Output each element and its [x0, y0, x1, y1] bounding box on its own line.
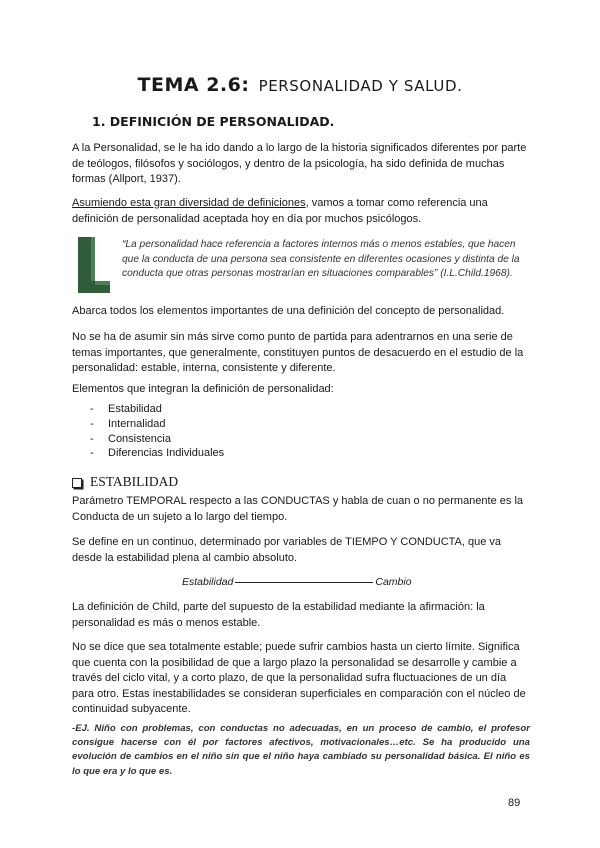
list-item: - Estabilidad [90, 403, 162, 415]
paragraph-starting-point: No se ha de asumir sin más sirve como punto de partida para adentrarnos en una serie de temas importantes, que generalmente, constituyen puntos de desacuerdo en el estudio de la personalidad: estable, interna, consistente y diferente. [72, 331, 524, 374]
paragraph-changes: No se dice que sea totalmente estable; puede sufrir cambios hasta un cierto límite. Significa que cuenta con la posibilidad de que a largo plazo la personalidad se desarrolle y cambie a través del ciclo vital, y a corto plazo, de que la personalidad sufra fluctuaciones de un día para otro. Estas inestabilidades se consideran superficiales en comparación con el núcleo de continuidad subyacente. [72, 641, 526, 715]
section-estabilidad-title: ESTABILIDAD [90, 474, 179, 489]
page-number: 89 [508, 797, 521, 809]
paragraph-continuum: Se define en un continuo, determinado por variables de TIEMPO Y CONDUCTA, que va desde la estabilidad plena al cambio absoluto. [72, 536, 502, 564]
paragraph-elements-intro: Elementos que integran la definición de personalidad: [72, 383, 334, 395]
page-title [0, 74, 600, 96]
scale-right-label: Cambio [375, 576, 412, 588]
list-item: - Diferencias Individuales [90, 447, 225, 460]
paragraph-child: La definición de Child, parte del supuesto de la estabilidad mediante la afirmación: la personalidad es más o menos estable. [72, 601, 485, 629]
child-quote: “La personalidad hace referencia a factores internos más o menos estables, que hacen que la conducta de una persona sea consistente en diferentes ocasiones y distinta de la conducta que otras personas mostrarían en situaciones comparables” (I.L.Child.1968). [122, 239, 520, 280]
title-text: PERSONALIDAD Y SALUD. [258, 77, 463, 95]
paragraph-definitions [72, 196, 530, 227]
paragraph-temporal: Parámetro TEMPORAL respecto a las CONDUCTAS y habla de cuan o no permanente es la Conducta de un sujeto a lo largo del tiempo. [72, 495, 524, 523]
elements-list [90, 402, 224, 461]
example-note: -EJ. Niño con problemas, con conductas no adecuadas, en un proceso de cambio, el profesor consigue hacerse con él por factores afectivos, motivacionales…etc. Se ha producido una evolución de cambios en el niño sin que el niño haya cambiado su personalidad básica. El niño es lo que era y lo que es. [72, 723, 530, 777]
stability-scale [182, 576, 412, 588]
paragraph-intro: A la Personalidad, se le ha ido dando a lo largo de la historia significados diferentes por parte de teólogos, filósofos y sociólogos, y dentro de la psicología, ha sido definida de muchas formas (Allport, 1937). [72, 142, 527, 185]
underlined-phrase: Asumiendo esta gran diversidad de definiciones [72, 197, 306, 209]
list-item: - Internalidad [90, 417, 166, 430]
title-number: TEMA 2.6: [137, 74, 250, 96]
checkbox-bullet-icon [72, 478, 82, 488]
scale-left-label: Estabilidad [182, 576, 234, 588]
scale-line [235, 582, 373, 583]
quote-l-icon [74, 235, 114, 295]
section-heading: 1. DEFINICIÓN DE PERSONALIDAD. [92, 114, 335, 129]
paragraph-scope: Abarca todos los elementos importantes de una definición del concepto de personalidad. [72, 305, 505, 317]
section-estabilidad [72, 474, 178, 490]
paragraph-definitions-rest: , vamos a tomar como referencia una definición de personalidad aceptada hoy en día por muchos psicólogos. [72, 197, 488, 225]
list-item: - Consistencia [90, 432, 171, 445]
